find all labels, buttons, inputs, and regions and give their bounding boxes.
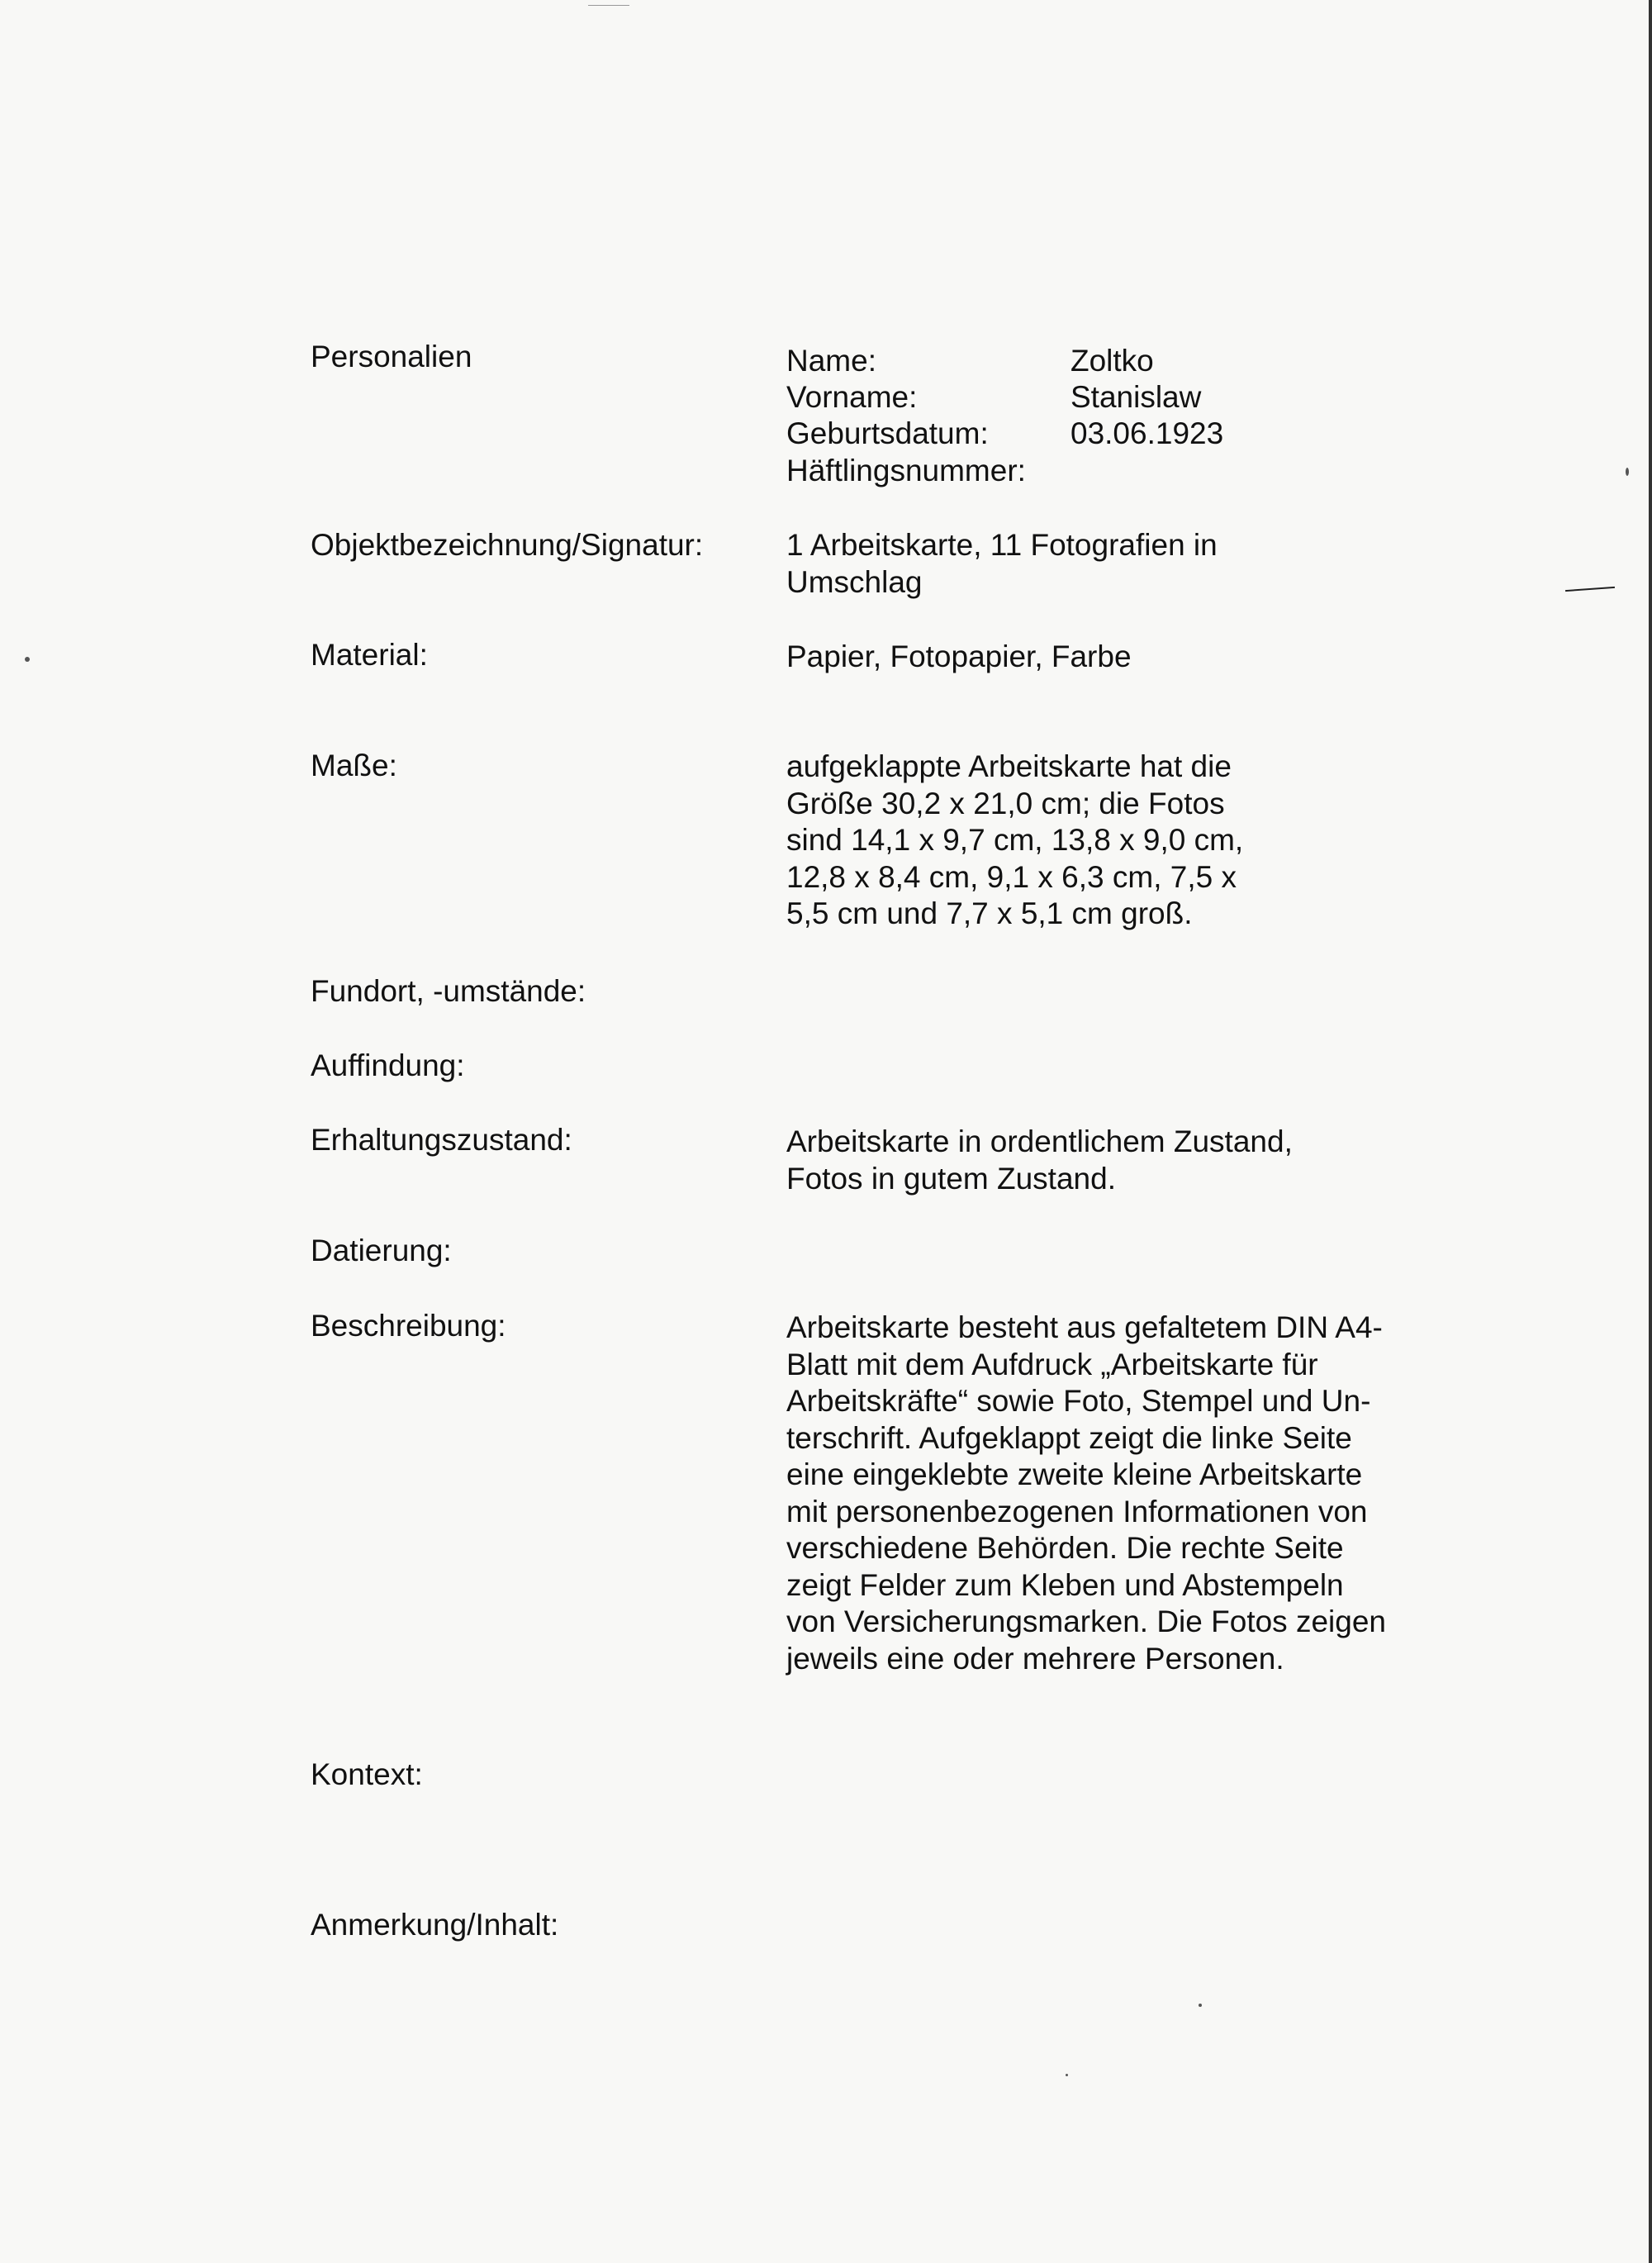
name-value: Zoltko: [1070, 344, 1154, 378]
erhaltung-line: Fotos in gutem Zustand.: [786, 1161, 1116, 1196]
erhaltung-value: [786, 1124, 1293, 1197]
material-label: Material:: [311, 638, 428, 672]
auffindung-label: Auffindung:: [311, 1048, 465, 1082]
beschreibung-line: mit personenbezogenen Informationen von: [786, 1494, 1368, 1528]
geburtsdatum-key: Geburtsdatum:: [786, 416, 989, 450]
scan-mark: [588, 5, 629, 6]
haeftlingsnummer-key: Häftlingsnummer:: [786, 454, 1026, 487]
material-line: Papier, Fotopapier, Farbe: [786, 639, 1132, 673]
erhaltung-label: Erhaltungszustand:: [311, 1123, 572, 1157]
datierung-label: Datierung:: [311, 1234, 452, 1267]
beschreibung-line: Blatt mit dem Aufdruck „Arbeitskarte für: [786, 1347, 1318, 1381]
objekt-line: Umschlag: [786, 564, 923, 599]
objekt-label: Objektbezeichnung/Signatur:: [311, 528, 704, 562]
objekt-line: 1 Arbeitskarte, 11 Fotografien in: [786, 528, 1218, 562]
beschreibung-line: Arbeitskräfte“ sowie Foto, Stempel und Un-: [786, 1384, 1371, 1418]
material-value: [786, 639, 1132, 676]
masse-line: 5,5 cm und 7,7 x 5,1 cm groß.: [786, 896, 1193, 930]
scan-mark: [1565, 587, 1615, 592]
scan-speck: [1066, 2074, 1068, 2076]
scan-edge: [1649, 0, 1652, 2263]
scan-speck: [1199, 2004, 1202, 2007]
masse-line: Größe 30,2 x 21,0 cm; die Fotos: [786, 786, 1225, 820]
fundort-label: Fundort, -umstände:: [311, 974, 586, 1008]
objekt-value: [786, 527, 1218, 601]
beschreibung-value: [786, 1310, 1386, 1677]
scan-speck: [1626, 468, 1629, 476]
masse-line: sind 14,1 x 9,7 cm, 13,8 x 9,0 cm,: [786, 823, 1244, 857]
beschreibung-line: terschrift. Aufgeklappt zeigt die linke Seite: [786, 1420, 1352, 1455]
beschreibung-line: Arbeitskarte besteht aus gefaltetem DIN A4-: [786, 1310, 1383, 1344]
name-key: Name:: [786, 344, 876, 378]
beschreibung-line: eine eingeklebte zweite kleine Arbeitskarte: [786, 1457, 1363, 1491]
personalien-label: Personalien: [311, 340, 472, 373]
scan-speck: [25, 657, 30, 662]
anmerkung-label: Anmerkung/Inhalt:: [311, 1908, 559, 1942]
masse-value: [786, 749, 1243, 933]
beschreibung-line: zeigt Felder zum Kleben und Abstempeln: [786, 1567, 1344, 1602]
erhaltung-line: Arbeitskarte in ordentlichem Zustand,: [786, 1124, 1293, 1158]
masse-label: Maße:: [311, 749, 397, 782]
vorname-value: Stanislaw: [1070, 380, 1202, 414]
kontext-label: Kontext:: [311, 1757, 423, 1791]
geburtsdatum-value: 03.06.1923: [1070, 416, 1224, 450]
vorname-key: Vorname:: [786, 380, 918, 414]
beschreibung-line: verschiedene Behörden. Die rechte Seite: [786, 1531, 1344, 1565]
masse-line: 12,8 x 8,4 cm, 9,1 x 6,3 cm, 7,5 x: [786, 859, 1237, 894]
beschreibung-label: Beschreibung:: [311, 1309, 506, 1343]
beschreibung-line: von Versicherungsmarken. Die Fotos zeigen: [786, 1605, 1386, 1638]
masse-line: aufgeklappte Arbeitskarte hat die: [786, 749, 1232, 783]
beschreibung-line: jeweils eine oder mehrere Personen.: [786, 1641, 1284, 1676]
